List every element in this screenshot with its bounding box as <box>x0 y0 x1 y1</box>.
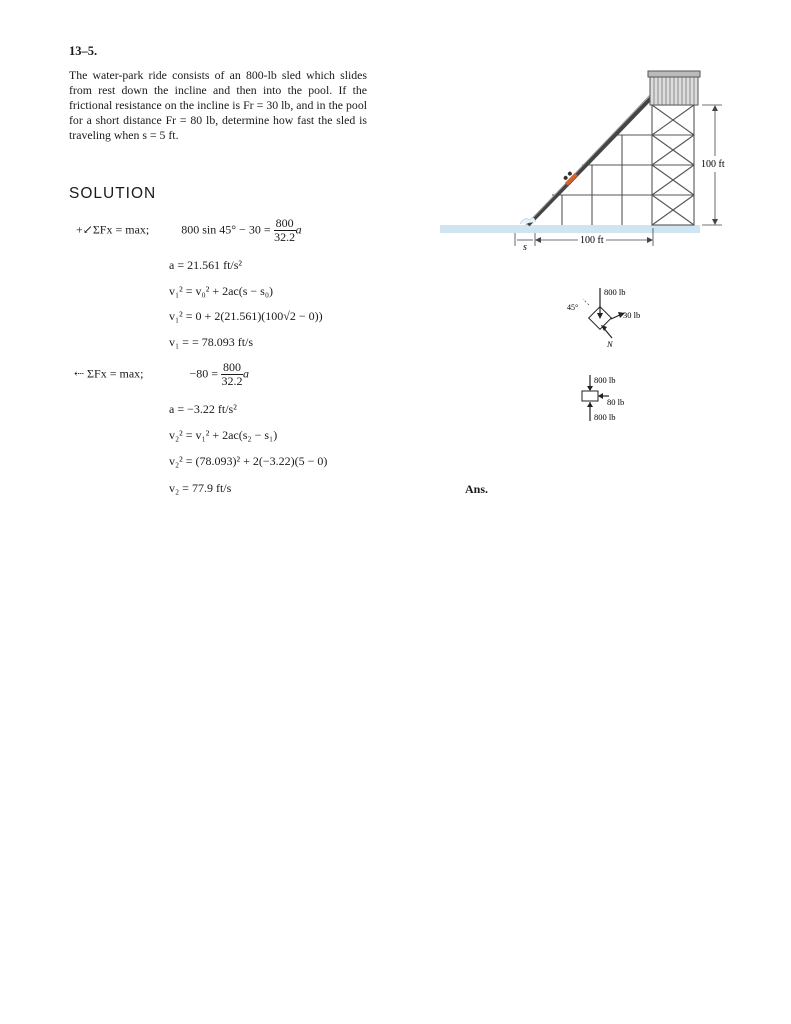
fbd1-angle: 45° <box>567 303 579 312</box>
incline-edge <box>526 94 651 225</box>
eq6-denominator: 32.2 <box>221 374 243 388</box>
equation-3: v₁² = v₀² + 2ac(s − s₀) <box>169 284 274 298</box>
eq6-numerator: 800 <box>223 360 242 374</box>
incline-slide <box>528 97 652 225</box>
roof-top <box>648 71 700 77</box>
eq1-fraction <box>274 217 296 244</box>
answer-label: Ans. <box>465 482 489 496</box>
equation-1 <box>76 217 302 244</box>
eq6-label: ⇠ ΣFx = max; <box>74 366 144 381</box>
eq1-label: +↙ΣFx = max; <box>76 222 150 237</box>
eq1-denominator: 32.2 <box>274 230 296 244</box>
equation-9: v₂² = (78.093)² + 2(−3.22)(5 − 0) <box>169 454 328 468</box>
free-body-diagram-pool <box>575 373 675 425</box>
problem-number: 13–5. <box>69 44 98 58</box>
eq1-after: a <box>295 222 302 237</box>
fbd1-weight: 800 lb <box>604 287 626 297</box>
fbd1-friction: 30 lb <box>623 310 641 320</box>
eq1-lhs: 800 sin 45° − 30 = <box>181 222 271 237</box>
equation-10: v₂ = 77.9 ft/s <box>169 481 232 495</box>
base-label: 100 ft <box>580 235 604 246</box>
fbd2-normal: 800 lb <box>594 412 616 422</box>
eq6-lhs: −80 = <box>189 366 219 381</box>
equation-2: a = 21.561 ft/s² <box>169 258 243 272</box>
fbd1-normal: N <box>607 339 613 349</box>
pool-water <box>440 225 700 233</box>
solution-heading: SOLUTION <box>69 185 157 202</box>
s-label: s <box>523 242 527 253</box>
equation-5: v₁ = = 78.093 ft/s <box>169 335 254 349</box>
fbd2-weight: 800 lb <box>594 375 616 385</box>
eq1-numerator: 800 <box>275 216 294 230</box>
equation-4: v₁² = 0 + 2(21.561)(100√2 − 0)) <box>169 309 323 323</box>
water-park-figure <box>440 68 740 253</box>
equation-6 <box>74 361 249 388</box>
fbd2-friction: 80 lb <box>607 397 625 407</box>
eq6-after: a <box>243 366 250 381</box>
sled <box>561 169 577 185</box>
problem-statement: The water-park ride consists of an 800-lb sled which slides from rest down the incline and then into the pool. If the frictional resistance on the incline is Fr = 30 lb, and in the pool for a short distance Fr = 80 lb, determine how fast the sled is traveling when s = 5 ft. <box>69 68 367 142</box>
equation-7: a = −3.22 ft/s² <box>169 402 237 416</box>
free-body-diagram-incline <box>555 283 675 353</box>
equation-8: v₂² = v₁² + 2ac(s₂ − s₁) <box>169 428 278 442</box>
height-label: 100 ft <box>701 159 725 170</box>
eq6-fraction <box>221 361 243 388</box>
